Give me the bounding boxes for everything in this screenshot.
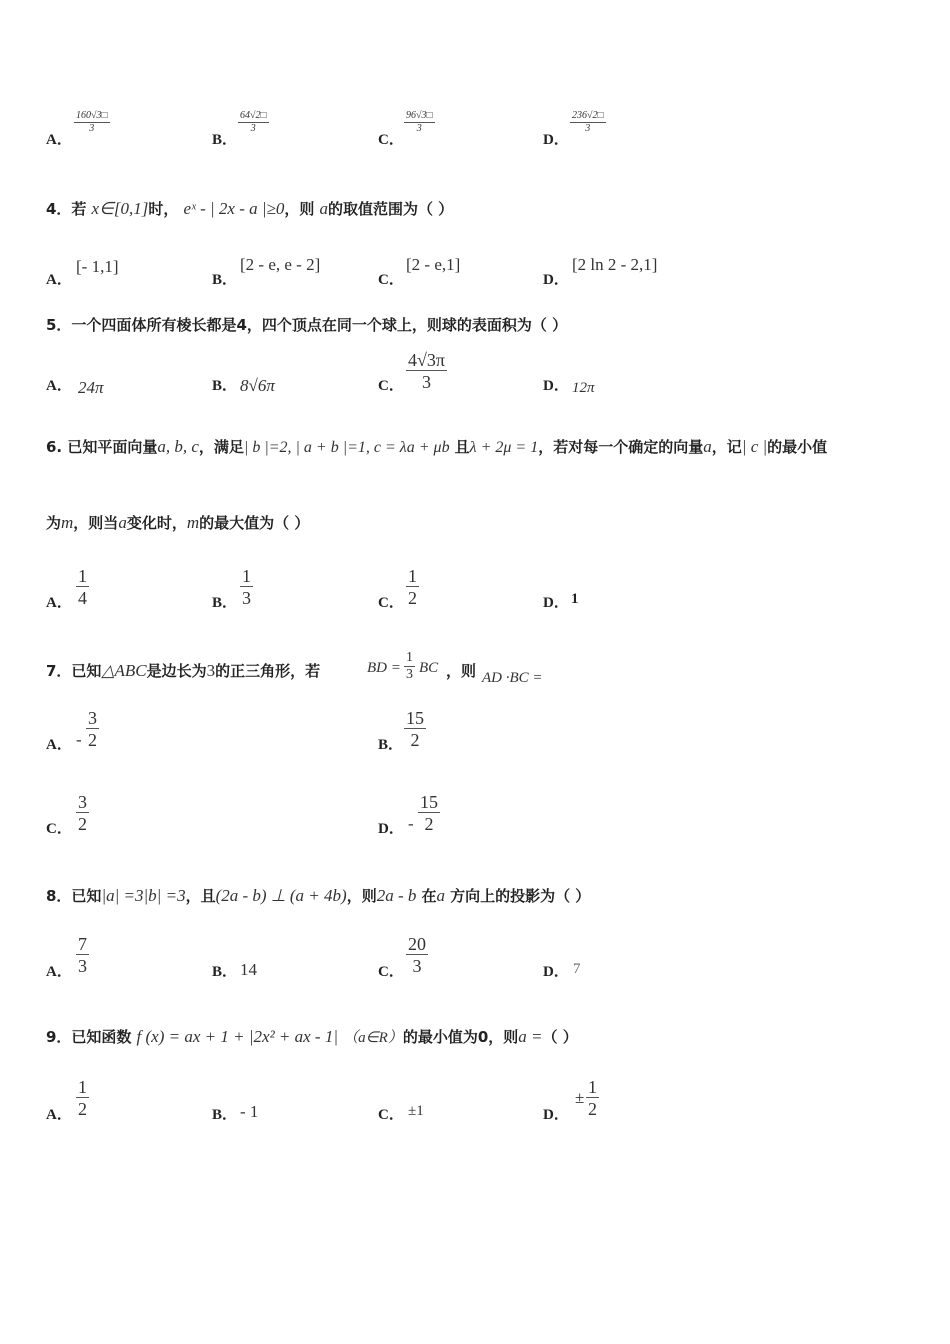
q7-p1: 7．已知 [46, 662, 102, 680]
q9-option-d-sign: ± [575, 1088, 585, 1107]
q6-abs-c: | c | [741, 437, 768, 456]
q7-option-d-num: 15 [420, 792, 438, 812]
q8-cond: |a| =3|b| =3 [101, 886, 186, 905]
q6-option-c-value [406, 566, 419, 609]
q3-option-b-num: 64√2□ [240, 110, 267, 121]
q3-option-d-label: D． [543, 132, 569, 148]
q6-l2-1: 为 [46, 514, 62, 532]
q7-option-b-den: 2 [410, 730, 420, 750]
q9-p3: （ ） [542, 1028, 578, 1046]
q7-option-d-sign: - [408, 814, 414, 833]
q4-option-b-label: B． [212, 272, 238, 288]
q8-option-a-den: 3 [78, 956, 87, 976]
q7-bc: BC [419, 660, 439, 676]
q6-p5: ，记 [711, 438, 742, 456]
q7-option-d-den: 2 [424, 814, 434, 834]
q9-option-a-value [76, 1077, 89, 1120]
q4-stem [46, 198, 453, 219]
q8-p2: ，且 [185, 887, 216, 905]
q4-inequality: eˣ - | 2x - a |≥0 [183, 199, 285, 218]
q6-cond: | b |=2, | a + b |=1, c = λa + μb [243, 439, 450, 456]
q8-p1: 8．已知 [46, 887, 102, 905]
q9-func: f (x) = ax + 1 + |2x² + ax - 1| [136, 1027, 339, 1046]
q4-option-c-value: [2 - e,1] [406, 255, 461, 274]
q5-stem: 5．一个四面体所有棱长都是4，四个顶点在同一个球上，则球的表面积为（ ） [46, 316, 568, 334]
q6-p2: ，满足 [198, 438, 244, 456]
q7-p3: 的正三角形，若 [215, 662, 321, 680]
q6-p4: ，若对每一个确定的向量 [538, 438, 704, 456]
q6-p6: 的最小值 [767, 438, 828, 456]
q9-var: a = [518, 1027, 543, 1046]
q8-perp: (2a - b) ⊥ (a + 4b) [215, 886, 347, 905]
q7-bd-frac [404, 650, 415, 683]
q8-option-b-label: B． [212, 964, 238, 980]
q7-option-b-value [404, 708, 426, 751]
q9-option-c-value: ±1 [408, 1103, 424, 1119]
q5-option-b-label: B． [212, 378, 238, 394]
q6-var-m: m [61, 513, 74, 532]
q4-condition: x∈[0,1] [91, 199, 149, 218]
q7-p2: 是边长为 [146, 662, 207, 680]
q4-option-a-value: [- 1,1] [76, 257, 119, 276]
q7-option-a-sign: - [76, 730, 82, 749]
q6-l2-3: 变化时， [126, 514, 187, 532]
q7-bd: BD = [367, 660, 401, 676]
q3-option-b-label: B． [212, 132, 238, 148]
q7-p4: ，则 [446, 662, 477, 680]
q9-option-d-den: 2 [588, 1099, 597, 1119]
q7-bd-den: 3 [406, 667, 413, 682]
q7-option-a-den: 2 [88, 730, 97, 750]
q4-prefix: 4．若 [46, 200, 87, 218]
q6-option-a-den: 4 [78, 588, 87, 608]
q9-domain: （a∈R） [343, 1030, 403, 1046]
q7-option-b-num: 15 [406, 708, 424, 728]
q3-option-a-label: A． [46, 132, 72, 148]
q5-option-c-den: 3 [421, 372, 431, 392]
q7-bd-num: 1 [406, 650, 413, 665]
q5-option-d-value: 12π [572, 380, 595, 396]
q4-option-d-label: D． [543, 272, 569, 288]
q7-tri: △ABC [101, 661, 147, 680]
q6-option-a-label: A． [46, 595, 72, 611]
q6-stem-line1 [46, 436, 827, 457]
q3-option-a-num: 160√3□ [76, 110, 108, 121]
q3-option-c-num: 96√3□ [406, 110, 433, 121]
q9-option-d-value [586, 1077, 599, 1120]
q6-option-b-value [240, 566, 253, 609]
q8-option-b-value: 14 [240, 960, 257, 979]
q9-option-a-label: A． [46, 1107, 72, 1123]
q7-dot: AD ·BC = [482, 670, 543, 686]
q4-option-b-value: [2 - e, e - 2] [240, 255, 321, 274]
q7-option-c-label: C． [46, 821, 72, 837]
q8-option-d-label: D． [543, 964, 569, 980]
q6-var-a2: a [118, 513, 127, 532]
q4-option-a-label: A． [46, 272, 72, 288]
q8-p4: 在 [421, 887, 437, 905]
q8-option-c-label: C． [378, 964, 404, 980]
q6-cond2: λ + 2μ = 1 [469, 439, 539, 456]
q9-option-c-label: C． [378, 1107, 404, 1123]
q5-option-c-label: C． [378, 378, 404, 394]
q5-option-c-num: 4√3π [408, 350, 445, 370]
q4-var: a [319, 199, 328, 218]
q7-option-c-den: 2 [78, 814, 87, 834]
q9-option-a-den: 2 [78, 1099, 87, 1119]
q5-option-c-value [406, 350, 447, 393]
q3-option-c-label: C． [378, 132, 404, 148]
q3-option-c-den: 3 [416, 123, 422, 134]
q7-option-a-num: 3 [88, 708, 97, 728]
q3-option-d-value [570, 110, 606, 135]
q4-suffix: 的取值范围为（ ） [327, 200, 454, 218]
q4-option-d-value: [2 ln 2 - 2,1] [572, 255, 658, 274]
q8-option-a-num: 7 [78, 934, 87, 954]
q6-option-c-den: 2 [408, 588, 417, 608]
q6-option-b-num: 1 [242, 566, 251, 586]
q6-option-c-label: C． [378, 595, 404, 611]
q7-option-d-label: D． [378, 821, 404, 837]
q6-var-a: a [703, 437, 712, 456]
q6-option-a-num: 1 [78, 566, 87, 586]
q6-l2-4: 的最大值为（ ） [199, 514, 310, 532]
q6-option-d-label: D． [543, 595, 569, 611]
q9-stem [46, 1026, 578, 1047]
q7-option-a-label: A． [46, 737, 72, 753]
q7-option-d-value [418, 792, 440, 835]
q7-option-c-value [76, 792, 89, 835]
q9-option-b-label: B． [212, 1107, 238, 1123]
q5-option-a-label: A． [46, 378, 72, 394]
q6-p1: 6. 已知平面向量 [46, 438, 158, 456]
q3-option-b-den: 3 [250, 123, 256, 134]
q6-vecs: a, b, c [157, 437, 199, 456]
q8-option-c-den: 3 [412, 956, 422, 976]
q5-option-a-value: 24π [78, 378, 104, 397]
q8-p3: ，则 [346, 887, 377, 905]
q8-option-c-num: 20 [408, 934, 426, 954]
q8-option-c-value [406, 934, 428, 977]
q8-stem [46, 885, 590, 906]
q5-option-b-value: 8√6π [240, 376, 275, 395]
q8-expr: 2a - b [376, 886, 417, 905]
q8-option-a-label: A． [46, 964, 72, 980]
q6-p3: 且 [454, 438, 470, 456]
q3-option-a-den: 3 [89, 123, 95, 134]
q4-mid2: ，则 [284, 200, 315, 218]
q9-option-d-label: D． [543, 1107, 569, 1123]
q3-option-a-value [74, 110, 110, 135]
q8-option-a-value [76, 934, 89, 977]
q9-option-a-num: 1 [78, 1077, 87, 1097]
q6-option-b-den: 3 [242, 588, 251, 608]
q8-var: a [436, 886, 445, 905]
q9-option-d-num: 1 [588, 1077, 597, 1097]
q6-l2-2: ，则当 [73, 514, 119, 532]
q3-option-d-num: 236√2□ [572, 110, 604, 121]
q6-var-m2: m [186, 513, 200, 532]
q4-mid: 时， [148, 200, 179, 218]
q7-stem [46, 660, 320, 681]
q4-option-c-label: C． [378, 272, 404, 288]
q8-p5: 方向上的投影为（ ） [450, 887, 591, 905]
q7-option-a-value [86, 708, 99, 751]
q7-side: 3 [206, 661, 216, 680]
q6-option-b-label: B． [212, 595, 238, 611]
q6-option-a-value [76, 566, 89, 609]
q5-option-d-label: D． [543, 378, 569, 394]
q6-option-d-value: 1 [571, 591, 579, 607]
q7-option-c-num: 3 [78, 792, 87, 812]
q9-p2: 的最小值为0，则 [402, 1028, 519, 1046]
q8-option-d-value: 7 [573, 961, 581, 977]
q3-option-c-value [404, 110, 435, 135]
q6-option-c-num: 1 [408, 566, 417, 586]
q6-stem-line2 [46, 512, 309, 533]
q7-option-b-label: B． [378, 737, 404, 753]
q3-option-b-value [238, 110, 269, 135]
q9-p1: 9．已知函数 [46, 1028, 132, 1046]
q3-option-d-den: 3 [585, 123, 591, 134]
q9-option-b-value: - 1 [240, 1102, 259, 1121]
